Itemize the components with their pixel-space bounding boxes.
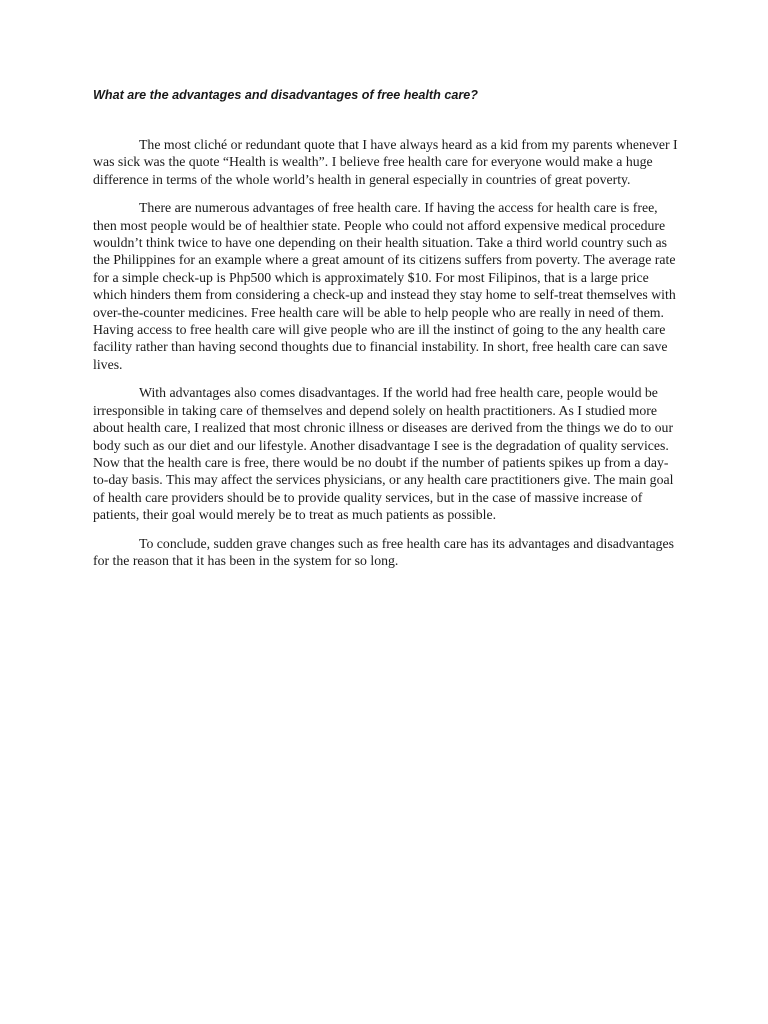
document-body bbox=[93, 86, 680, 580]
paragraph-disadvantages: With advantages also comes disadvantages. If the world had free health care, people would be irresponsible in taking care of themselves and depend solely on health practitioners. As I studied more about health care, I realized that most chronic illness or diseases are derived from the things we do to our body such as our diet and our lifestyle. Another disadvantage I see is the degradation of quality services. Now that the health care is free, there would be no doubt if the number of patients spikes up from a day-to-day basis. This may affect the services physicians, or any health care practitioners give. The main goal of health care providers should be to provide quality services, but in the case of massive increase of patients, their goal would merely be to treat as much patients as possible. bbox=[93, 385, 674, 523]
paragraph-introduction: The most cliché or redundant quote that I have always heard as a kid from my parents whenever I was sick was the quote “Health is wealth”. I believe free health care for everyone would make a huge difference in terms of the whole world’s health in general especially in countries of great poverty. bbox=[93, 137, 678, 187]
paragraph-advantages: There are numerous advantages of free health care. If having the access for health care is free, then most people would be of healthier state. People who could not afford expensive medical procedure wouldn’t think twice to have one depending on their health situation. Take a third world country such as the Philippines for an example where a great amount of its citizens suffers from poverty. The average rate for a simple check-up is Php500 which is approximately $10. For most Filipinos, that is a large price which hinders them from considering a check-up and instead they stay home to self-treat themselves with over-the-counter medicines. Free health care will be able to help people who are really in need of them. Having access to free health care will give people who are ill the instinct of going to the any health care facility rather than having second thoughts due to financial instability. In short, free health care can save lives. bbox=[93, 200, 676, 372]
paragraph-conclusion: To conclude, sudden grave changes such as free health care has its advantages and disadvantages for the reason that it has been in the system for so long. bbox=[93, 535, 674, 568]
document-title: What are the advantages and disadvantages of free health care? bbox=[93, 88, 478, 102]
